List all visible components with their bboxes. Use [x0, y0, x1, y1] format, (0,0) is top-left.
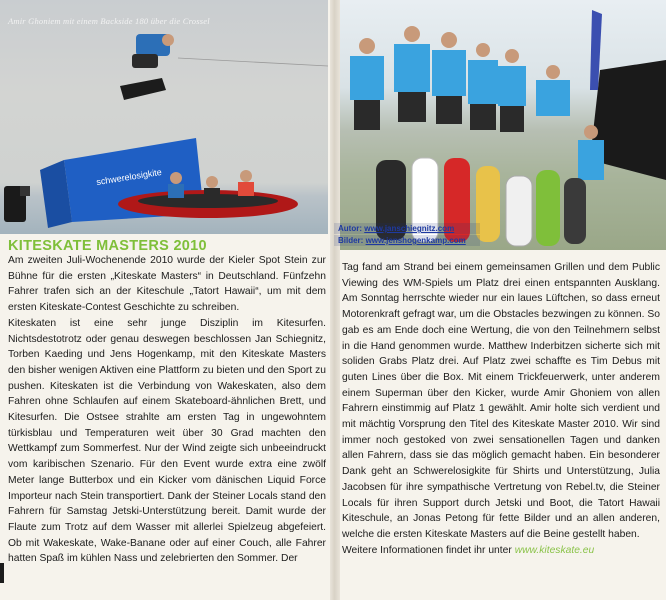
left-column: [8, 253, 326, 567]
kiteskate-jump-photo: [0, 0, 328, 234]
continued-paragraph: Tag fand am Strand bei einem gemeinsamen Grillen und dem Public Viewing des WM-Spiels um Platz drei einen entspannten Ausklang. Am Sonntag herrschte wieder nur ein laues Lüftchen, so dass erneut Motorenkraft gefragt war, um die Obstacles bezwingen zu können. So gab es am Ende doch eine Wertung, die von den Teilnehmern selbst in die Hand genommen wurde. Matthew Inderbitzen sicherte sich mit soliden Grabs Platz drei. Auf Platz zwei schaffte es Tim Debus mit guten Lines über die Box. Mit einem Trickfeuerwerk, unter anderem einem Superman über den Kicker, wurde Amir Ghoniem von allen Fahrern einstimmig auf Platz 1 gewählt. Amir holte sich verdient und mit mächtig Vorsprung den Titel des Kiteskate Master 2010. Wir sind immer noch gestoked von zwei sensationellen Tagen und danken allen Fahrern, dass sie das möglich gemacht haben. Ein besonderer Dank geht an Schwerelosigkite für Shirts und Unterstützung, Julia Jacobsen für ihre sympathische Vertretung von Rebel.tv, die Steiner Locals für ihren Support durch Jetski und Boot, die Tatort Hawaii Kiteschule, an Jonas Petong für fette Bilder und an allen anderen, welche die ersten Kiteskate Masters auf die Beine gestellt haben.: [342, 262, 660, 540]
banner-text: schwerelosigkite: [95, 166, 163, 188]
article-headline: KITESKATE MASTERS 2010: [8, 238, 207, 254]
right-column: [342, 260, 660, 558]
author-label: Autor:: [338, 224, 362, 233]
page-edge-marker: [0, 563, 4, 583]
author-url[interactable]: www.janschiegnitz.com: [364, 224, 455, 233]
footer-line: [342, 543, 660, 559]
images-url[interactable]: www.jenshogenkamp.com: [365, 236, 466, 245]
author-credit: [334, 223, 480, 234]
intro-paragraph: Am zweiten Juli-Wochenende 2010 wurde der Kieler Spot Stein zur Bühne für die ersten „Kiteskate Masters“ in Deutschland. Fünfzehn Fahrer trafen sich an der Kiteschule „Tatort Hawaii“, um mit dem ersten Kiteskate-Contest Geschichte zu schreiben.: [8, 255, 326, 314]
body-paragraph: Kiteskaten ist eine sehr junge Disziplin im Kitesurfen. Nichtsdestotrotz oder genau deswegen beschlossen Jan Schiegnitz, Torben Kaeding und Jens Hogenkamp, mit den Kiteskate Masters den bisher wenigen Aktiven eine Plattform zu bieten und den Sport zu pushen. Kiteskaten ist die Verbindung von Wakeskaten, also dem Fahren ohne Schlaufen auf einem Skateboard-ähnlichen Brett, und Kitesurfen. Die Ostsee strahlte am ersten Tag in ungewohntem türkisblau und Temperaturen weit über 30 Grad machten den Wettkampf zum Sommerfest. Nur der Wind zeigte sich unbeeindruckt vom karibischen Szenario. Für den Event wurde extra eine zwölf Meter lange Butterbox und ein Kicker vom dänischen Liquid Force Importeur nach Stein transportiert. Dank der Steiner Locals stand den Fahrern für Samstag Jetski-Unterstützung bereit. Damit wurde der Flaute zum Trotz auf dem Wasser mit allerlei Spielzeug abgefeiert. Ob mit Wakeskate, Wake-Banane oder auf einer Couch, alle Fahrer hatten Spaß im kühlen Nass und zelebrierten den Sommer. Der: [8, 317, 326, 565]
page-gutter: [330, 0, 340, 600]
podium-photo: [340, 0, 666, 250]
images-label: Bilder:: [338, 236, 364, 245]
jump-photo-illustration: [0, 0, 328, 234]
photo-caption: Amir Ghoniem mit einem Backside 180 über die Crossel: [8, 16, 210, 26]
website-link[interactable]: www.kiteskate.eu: [514, 544, 595, 556]
footer-text: Weitere Informationen findet ihr unter: [342, 544, 512, 556]
images-credit: [334, 235, 480, 246]
podium-photo-illustration: [340, 0, 666, 250]
